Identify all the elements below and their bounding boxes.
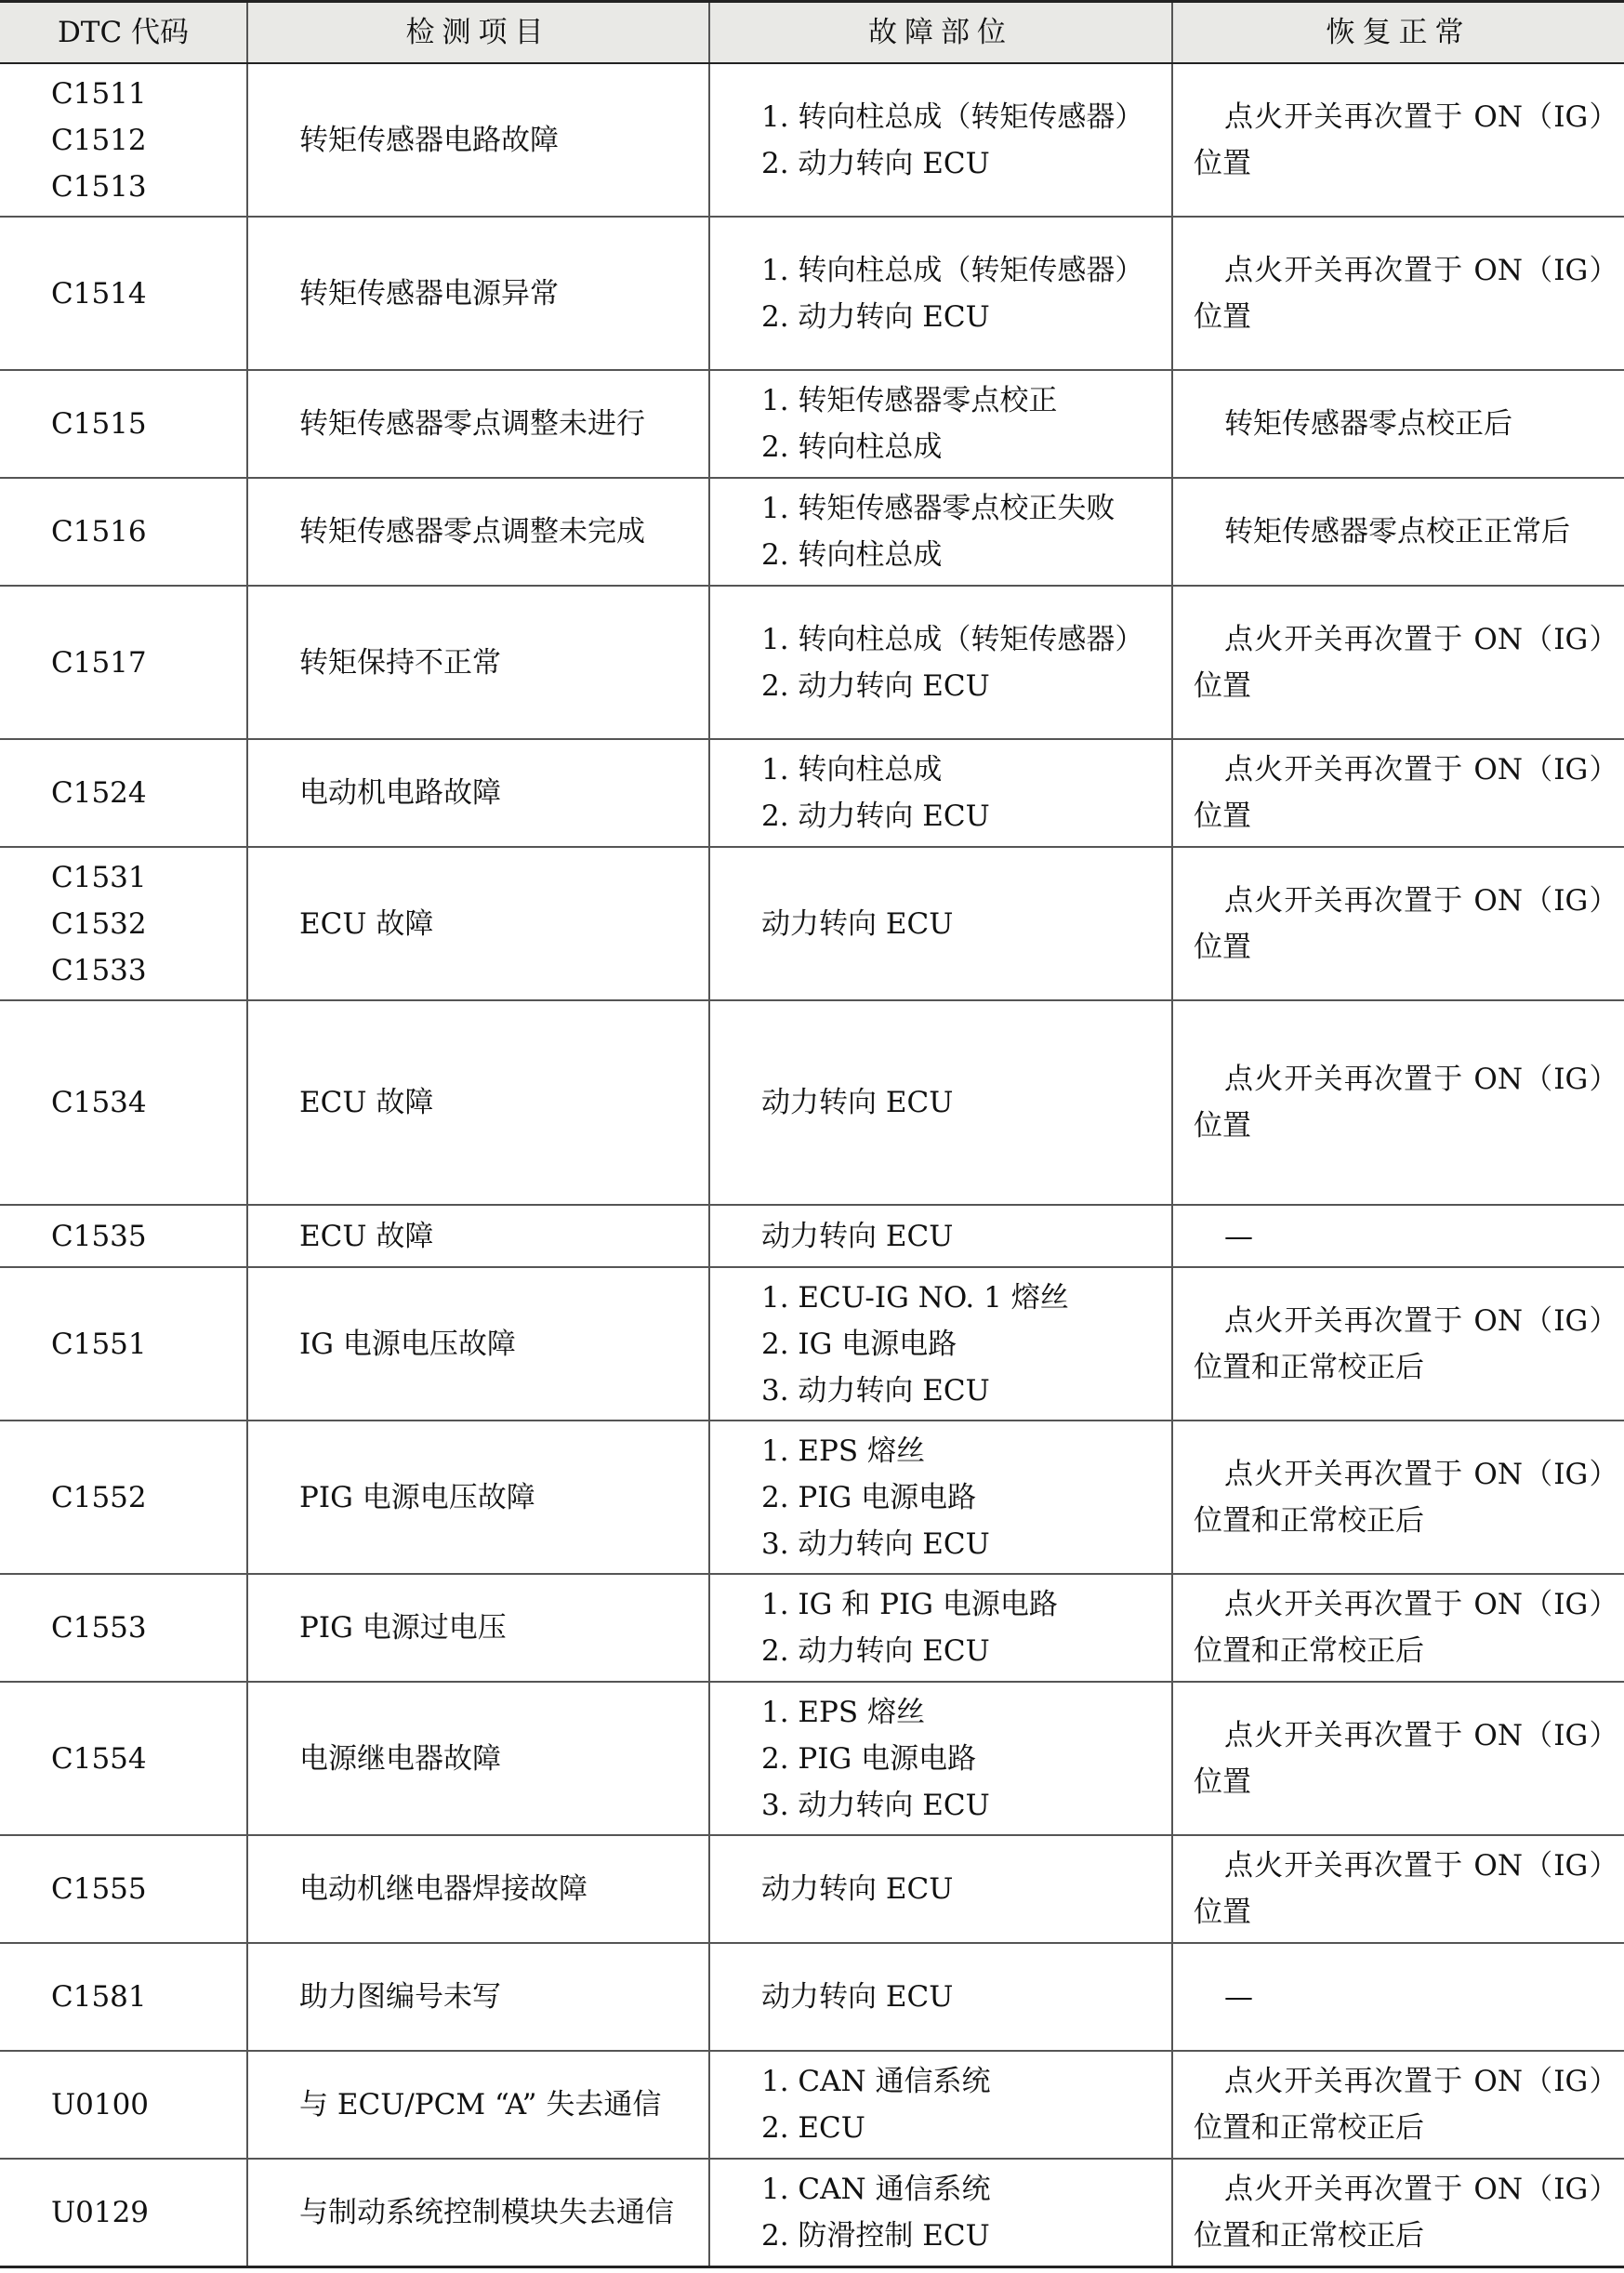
dtc-code-cell (0, 739, 247, 847)
fault-location-line: 1. 转向柱总成 (761, 753, 943, 786)
fault-location-line: 2. 转向柱总成 (761, 538, 943, 572)
detection-item: 转矩传感器电路故障 (299, 123, 559, 157)
recovery-condition: 点火开关再次置于 ON（IG）位置和正常校正后 (1194, 1588, 1604, 1668)
header-row (0, 2, 1624, 64)
detection-item-cell (247, 1267, 709, 1421)
dtc-code: C1531 (51, 860, 147, 894)
recovery-cell (1172, 370, 1624, 478)
detection-item: 转矩传感器零点调整未完成 (299, 515, 645, 548)
recovery-condition: 点火开关再次置于 ON（IG）位置和正常校正后 (1194, 2172, 1604, 2253)
table-row (0, 847, 1624, 1000)
header-fault-location: 故障部位 (709, 2, 1172, 64)
fault-location-line: 2. ECU (761, 2111, 865, 2145)
dtc-code: C1535 (51, 1219, 147, 1253)
dtc-code: C1517 (51, 645, 147, 680)
fault-location-line: 3. 动力转向 ECU (761, 1373, 990, 1407)
detection-item: 转矩传感器零点调整未进行 (299, 407, 645, 441)
fault-location-cell (709, 370, 1172, 478)
dtc-code-cell (0, 1943, 247, 2051)
detection-item: ECU 故障 (299, 1219, 434, 1253)
fault-location-line: 动力转向 ECU (761, 1980, 954, 2014)
recovery-cell (1172, 217, 1624, 370)
recovery-cell (1172, 2159, 1624, 2266)
dtc-code: C1532 (51, 906, 147, 941)
dtc-code-cell (0, 2051, 247, 2159)
fault-location-cell (709, 847, 1172, 1000)
recovery-condition: 点火开关再次置于 ON（IG）位置 (1194, 1849, 1604, 1929)
fault-location-line: 1. ECU-IG NO. 1 熔丝 (761, 1280, 1069, 1315)
detection-item: ECU 故障 (299, 906, 434, 941)
table-row (0, 63, 1624, 217)
detection-item-cell (247, 1000, 709, 1205)
fault-location-line: 1. 转矩传感器零点校正 (761, 384, 1058, 417)
dtc-code: C1552 (51, 1480, 147, 1514)
dtc-code-cell (0, 478, 247, 586)
recovery-cell (1172, 739, 1624, 847)
fault-location-cell (709, 217, 1172, 370)
table-row (0, 2159, 1624, 2266)
dtc-code: C1512 (51, 123, 147, 157)
dtc-code: C1511 (51, 76, 147, 111)
detection-item-cell (247, 2051, 709, 2159)
dtc-code-cell (0, 1682, 247, 1835)
fault-location-line: 3. 动力转向 ECU (761, 1526, 990, 1561)
detection-item-cell (247, 478, 709, 586)
dtc-code-cell (0, 1000, 247, 1205)
dtc-code: C1515 (51, 407, 147, 441)
detection-item-cell (247, 1421, 709, 1574)
fault-location-line: 2. 动力转向 ECU (761, 668, 990, 703)
recovery-condition: 点火开关再次置于 ON（IG）位置 (1194, 1063, 1604, 1143)
recovery-condition: 转矩传感器零点校正后 (1224, 407, 1512, 441)
recovery-cell (1172, 1682, 1624, 1835)
recovery-cell (1172, 1421, 1624, 1574)
detection-item-cell (247, 847, 709, 1000)
detection-item: 转矩传感器电源异常 (299, 276, 559, 311)
dtc-code: C1551 (51, 1327, 147, 1361)
fault-location-line: 动力转向 ECU (761, 906, 954, 941)
recovery-cell (1172, 1943, 1624, 2051)
fault-location-cell (709, 586, 1172, 739)
detection-item: 助力图编号未写 (299, 1980, 501, 2014)
detection-item: 与制动系统控制模块失去通信 (299, 2195, 674, 2229)
fault-location-line: 1. EPS 熔丝 (761, 1434, 926, 1468)
recovery-condition: 点火开关再次置于 ON（IG）位置和正常校正后 (1194, 1457, 1604, 1538)
recovery-condition: 点火开关再次置于 ON（IG）位置 (1194, 253, 1604, 334)
recovery-condition: 点火开关再次置于 ON（IG）位置 (1194, 753, 1604, 833)
detection-item: IG 电源电压故障 (299, 1327, 516, 1361)
recovery-condition: — (1224, 1980, 1253, 2014)
dtc-code-cell (0, 586, 247, 739)
table-row (0, 1574, 1624, 1682)
fault-location-cell (709, 2159, 1172, 2266)
detection-item: PIG 电源过电压 (299, 1611, 507, 1645)
fault-location-cell (709, 1943, 1172, 2051)
detection-item: 电动机电路故障 (299, 776, 501, 810)
dtc-code: U0129 (51, 2195, 150, 2229)
recovery-condition: 转矩传感器零点校正正常后 (1224, 515, 1570, 548)
recovery-condition: 点火开关再次置于 ON（IG）位置 (1194, 1718, 1604, 1799)
fault-location-cell (709, 1000, 1172, 1205)
fault-location-line: 2. IG 电源电路 (761, 1327, 957, 1361)
fault-location-line: 2. 动力转向 ECU (761, 146, 990, 180)
fault-location-cell (709, 1421, 1172, 1574)
recovery-condition: 点火开关再次置于 ON（IG）位置和正常校正后 (1194, 1303, 1604, 1384)
fault-location-line: 1. CAN 通信系统 (761, 2065, 991, 2098)
dtc-code: C1553 (51, 1611, 147, 1645)
detection-item: 电源继电器故障 (299, 1741, 501, 1776)
fault-location-line: 2. 防滑控制 ECU (761, 2218, 990, 2253)
dtc-code: C1581 (51, 1980, 147, 2014)
detection-item-cell (247, 1682, 709, 1835)
fault-location-line: 1. 转矩传感器零点校正失败 (761, 492, 1116, 525)
detection-item: PIG 电源电压故障 (299, 1480, 535, 1514)
fault-location-line: 2. 动力转向 ECU (761, 800, 990, 833)
fault-location-line: 2. 动力转向 ECU (761, 1634, 990, 1668)
fault-location-line: 2. 动力转向 ECU (761, 299, 990, 334)
recovery-cell (1172, 1835, 1624, 1943)
detection-item: 电动机继电器焊接故障 (299, 1872, 588, 1906)
recovery-condition: 点火开关再次置于 ON（IG）位置 (1194, 622, 1604, 703)
dtc-code: C1554 (51, 1741, 147, 1776)
table-row (0, 1000, 1624, 1205)
recovery-cell (1172, 1205, 1624, 1267)
dtc-code-cell (0, 847, 247, 1000)
dtc-code-cell (0, 1574, 247, 1682)
fault-location-line: 动力转向 ECU (761, 1872, 954, 1906)
table-row (0, 217, 1624, 370)
recovery-cell (1172, 63, 1624, 217)
table-row (0, 370, 1624, 478)
fault-location-cell (709, 1682, 1172, 1835)
dtc-code: C1516 (51, 515, 147, 548)
fault-location-line: 1. 转向柱总成（转矩传感器） (761, 622, 1144, 656)
detection-item: 与 ECU/PCM “A” 失去通信 (299, 2088, 662, 2121)
dtc-code-cell (0, 2159, 247, 2266)
dtc-code: C1555 (51, 1872, 147, 1906)
fault-location-line: 2. PIG 电源电路 (761, 1480, 977, 1514)
table-body (0, 63, 1624, 2266)
detection-item-cell (247, 1574, 709, 1682)
fault-location-cell (709, 1267, 1172, 1421)
fault-location-line: 3. 动力转向 ECU (761, 1788, 990, 1822)
fault-location-cell (709, 1574, 1172, 1682)
recovery-condition: — (1224, 1219, 1253, 1253)
table-row (0, 478, 1624, 586)
dtc-code-cell (0, 217, 247, 370)
dtc-code-cell (0, 63, 247, 217)
header-recovery: 恢复正常 (1172, 2, 1624, 64)
dtc-code-cell (0, 370, 247, 478)
table-row (0, 1835, 1624, 1943)
dtc-code: C1513 (51, 169, 147, 204)
detection-item-cell (247, 739, 709, 847)
dtc-code-cell (0, 1267, 247, 1421)
table-row (0, 1421, 1624, 1574)
recovery-cell (1172, 1267, 1624, 1421)
detection-item: ECU 故障 (299, 1086, 434, 1119)
table-row (0, 1267, 1624, 1421)
recovery-cell (1172, 1000, 1624, 1205)
recovery-cell (1172, 586, 1624, 739)
dtc-code: U0100 (51, 2088, 150, 2121)
dtc-code: C1533 (51, 953, 147, 987)
fault-location-cell (709, 63, 1172, 217)
recovery-cell (1172, 847, 1624, 1000)
table-row (0, 1682, 1624, 1835)
table-row (0, 2051, 1624, 2159)
recovery-condition: 点火开关再次置于 ON（IG）位置 (1194, 883, 1604, 964)
fault-location-line: 1. CAN 通信系统 (761, 2172, 991, 2206)
table-row (0, 586, 1624, 739)
header-dtc-code: DTC 代码 (0, 2, 247, 64)
fault-location-cell (709, 2051, 1172, 2159)
recovery-cell (1172, 478, 1624, 586)
table-row (0, 739, 1624, 847)
detection-item-cell (247, 370, 709, 478)
dtc-code-cell (0, 1205, 247, 1267)
recovery-cell (1172, 2051, 1624, 2159)
recovery-cell (1172, 1574, 1624, 1682)
detection-item: 转矩保持不正常 (299, 645, 501, 680)
dtc-code: C1524 (51, 776, 147, 810)
table-row (0, 1205, 1624, 1267)
fault-location-line: 1. IG 和 PIG 电源电路 (761, 1588, 1058, 1621)
dtc-code: C1534 (51, 1086, 147, 1119)
recovery-condition: 点火开关再次置于 ON（IG）位置和正常校正后 (1194, 2065, 1604, 2145)
fault-location-line: 2. 转向柱总成 (761, 430, 943, 464)
fault-location-cell (709, 1835, 1172, 1943)
fault-location-line: 1. 转向柱总成（转矩传感器） (761, 99, 1144, 134)
detection-item-cell (247, 1205, 709, 1267)
dtc-code: C1514 (51, 276, 147, 311)
table-header (0, 2, 1624, 64)
fault-location-line: 2. PIG 电源电路 (761, 1741, 977, 1776)
fault-location-line: 1. EPS 熔丝 (761, 1695, 926, 1729)
fault-location-line: 动力转向 ECU (761, 1086, 954, 1119)
fault-location-line: 1. 转向柱总成（转矩传感器） (761, 253, 1144, 287)
detection-item-cell (247, 63, 709, 217)
detection-item-cell (247, 586, 709, 739)
fault-location-cell (709, 1205, 1172, 1267)
detection-item-cell (247, 1943, 709, 2051)
header-detection-item: 检测项目 (247, 2, 709, 64)
detection-item-cell (247, 217, 709, 370)
dtc-code-cell (0, 1835, 247, 1943)
detection-item-cell (247, 1835, 709, 1943)
fault-location-cell (709, 739, 1172, 847)
dtc-code-cell (0, 1421, 247, 1574)
recovery-condition: 点火开关再次置于 ON（IG）位置 (1194, 99, 1604, 180)
detection-item-cell (247, 2159, 709, 2266)
fault-location-cell (709, 478, 1172, 586)
table-row (0, 1943, 1624, 2051)
fault-location-line: 动力转向 ECU (761, 1219, 954, 1253)
